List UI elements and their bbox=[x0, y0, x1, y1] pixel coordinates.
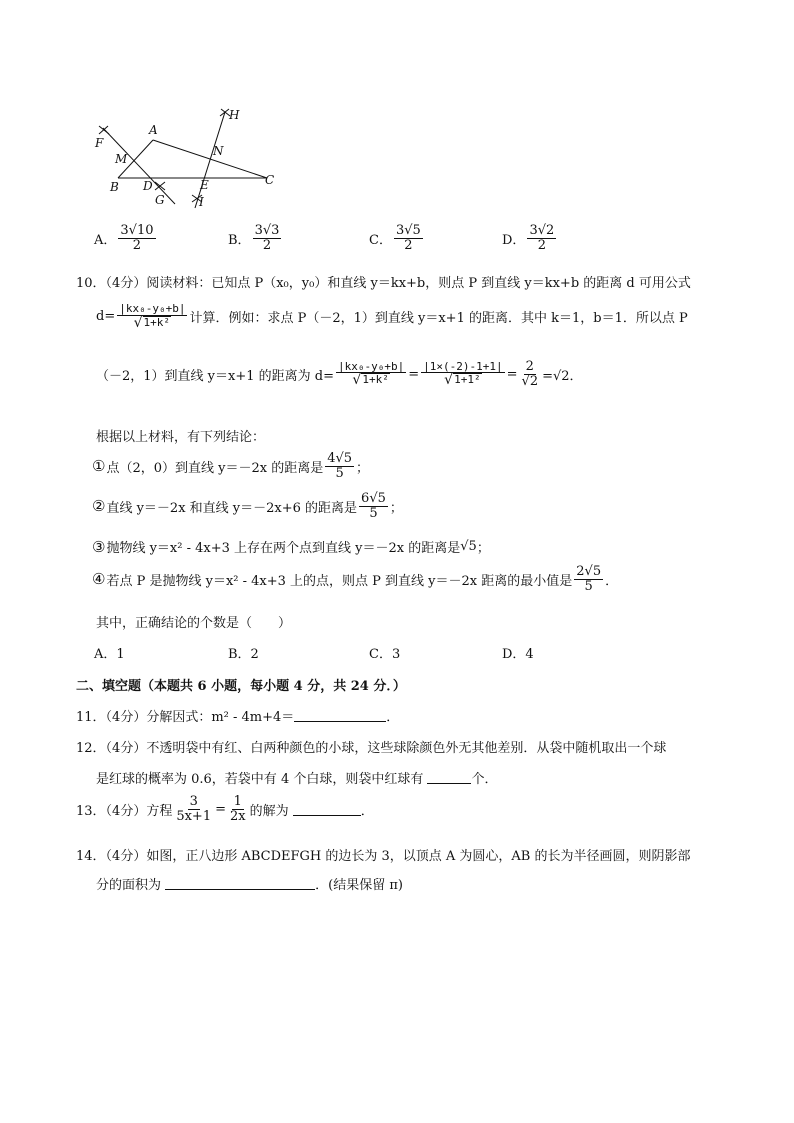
q10-statement-3: ③ 抛物线 y＝x² - 4x+3 上存在两个点到直线 y＝－2x 的距离是 √5 ； bbox=[92, 537, 490, 556]
circled-3-icon: ③ bbox=[92, 537, 106, 556]
label-c: C bbox=[265, 173, 275, 187]
q9-option-b[interactable]: B． $\frac{3√3}{2}$ bbox=[228, 223, 280, 253]
label-f: F bbox=[95, 136, 104, 150]
q10-statement-1: ① 点（2，0）到直线 y＝－2x 的距离是 $\frac{4√5}{5}$ ； bbox=[92, 451, 370, 481]
label-d: D bbox=[143, 179, 153, 193]
q9-option-a[interactable]: A． $\frac{3√10}{2}$ bbox=[94, 223, 154, 253]
label-b: B bbox=[110, 180, 119, 194]
q11-answer-blank[interactable] bbox=[294, 709, 386, 722]
label-a: A bbox=[149, 123, 158, 137]
q10-option-c[interactable]: C．3 bbox=[369, 647, 401, 662]
q10-question: 其中，正确结论的个数是（ ） bbox=[96, 616, 292, 631]
q10-statement-2: ② 直线 y＝－2x 和直线 y＝－2x+6 的距离是 $\frac{6√5}{5}$ ； bbox=[92, 491, 403, 521]
q10-line1: 10．（4分）阅读材料：已知点 P（x₀，y₀）和直线 y＝kx+b，则点 P 到直线 y＝kx+b 的距离 d 可用公式 bbox=[76, 276, 691, 291]
q13-answer-blank[interactable] bbox=[293, 803, 361, 816]
q10-option-d[interactable]: D．4 bbox=[502, 647, 534, 662]
q9-option-c[interactable]: C． $\frac{3√5}{2}$ bbox=[369, 223, 421, 253]
q12-line1: 12．（4分）不透明袋中有红、白两种颜色的小球，这些球除颜色外无其他差别．从袋中随机取出一个球 bbox=[76, 741, 667, 756]
geometry-figure bbox=[85, 100, 285, 212]
q10-option-b[interactable]: B．2 bbox=[228, 647, 259, 662]
q14-line1: 14．（4分）如图，正八边形 ABCDEFGH 的边长为 3，以顶点 A 为圆心，AB 的长为半径画圆，则阴影部 bbox=[76, 849, 691, 864]
label-e: E bbox=[200, 178, 209, 192]
q14-line2: 分的面积为 ．(结果保留 π) bbox=[96, 878, 403, 893]
circled-1-icon: ① bbox=[92, 457, 106, 476]
label-g: G bbox=[155, 193, 165, 207]
q12-answer-blank[interactable] bbox=[427, 771, 471, 784]
q10-intro: 根据以上材料，有下列结论： bbox=[96, 430, 266, 445]
q10-option-a[interactable]: A．1 bbox=[94, 647, 125, 662]
circled-4-icon: ④ bbox=[92, 570, 106, 589]
q12-line2: 是红球的概率为 0.6，若袋中有 4 个白球，则袋中红球有 个． bbox=[96, 772, 498, 787]
q9-option-d[interactable]: D． $\frac{3√2}{2}$ bbox=[502, 223, 555, 253]
label-i: I bbox=[199, 195, 204, 209]
section-heading: 二、填空题（本题共 6 小题，每小题 4 分，共 24 分．） bbox=[76, 679, 406, 694]
label-n: N bbox=[213, 144, 224, 158]
circled-2-icon: ② bbox=[92, 497, 106, 516]
label-h: H bbox=[229, 108, 240, 122]
label-m: M bbox=[115, 152, 128, 166]
line-hi bbox=[195, 112, 225, 208]
q14-answer-blank[interactable] bbox=[165, 877, 315, 890]
q10-example-line: （－2，1）到直线 y＝x+1 的距离为 d= |kx₀-y₀+b| √ 1+k² = |1×(-2)-1+1| √ 1+1² = $\frac{2}{√2}$ =√2． bbox=[96, 359, 583, 389]
q10-formula-line: d= |kx₀-y₀+b| √ 1+k² 计算．例如：求点 P（－2，1）到直线 y＝x+1 的距离．其中 k＝1，b＝1．所以点 P bbox=[96, 302, 688, 331]
q11: 11．（4分）分解因式：m² - 4m+4＝ ． bbox=[76, 710, 400, 725]
q10-statement-4: ④ 若点 P 是抛物线 y＝x² - 4x+3 上的点，则点 P 到直线 y＝－2x 距离的最小值是 $\frac{2√5}{5}$ ． bbox=[92, 564, 619, 594]
q13: 13．（4分）方程 $\frac{3}{5x+1}$ = $\frac{1}{2x}$ 的解为 ． bbox=[76, 794, 374, 824]
